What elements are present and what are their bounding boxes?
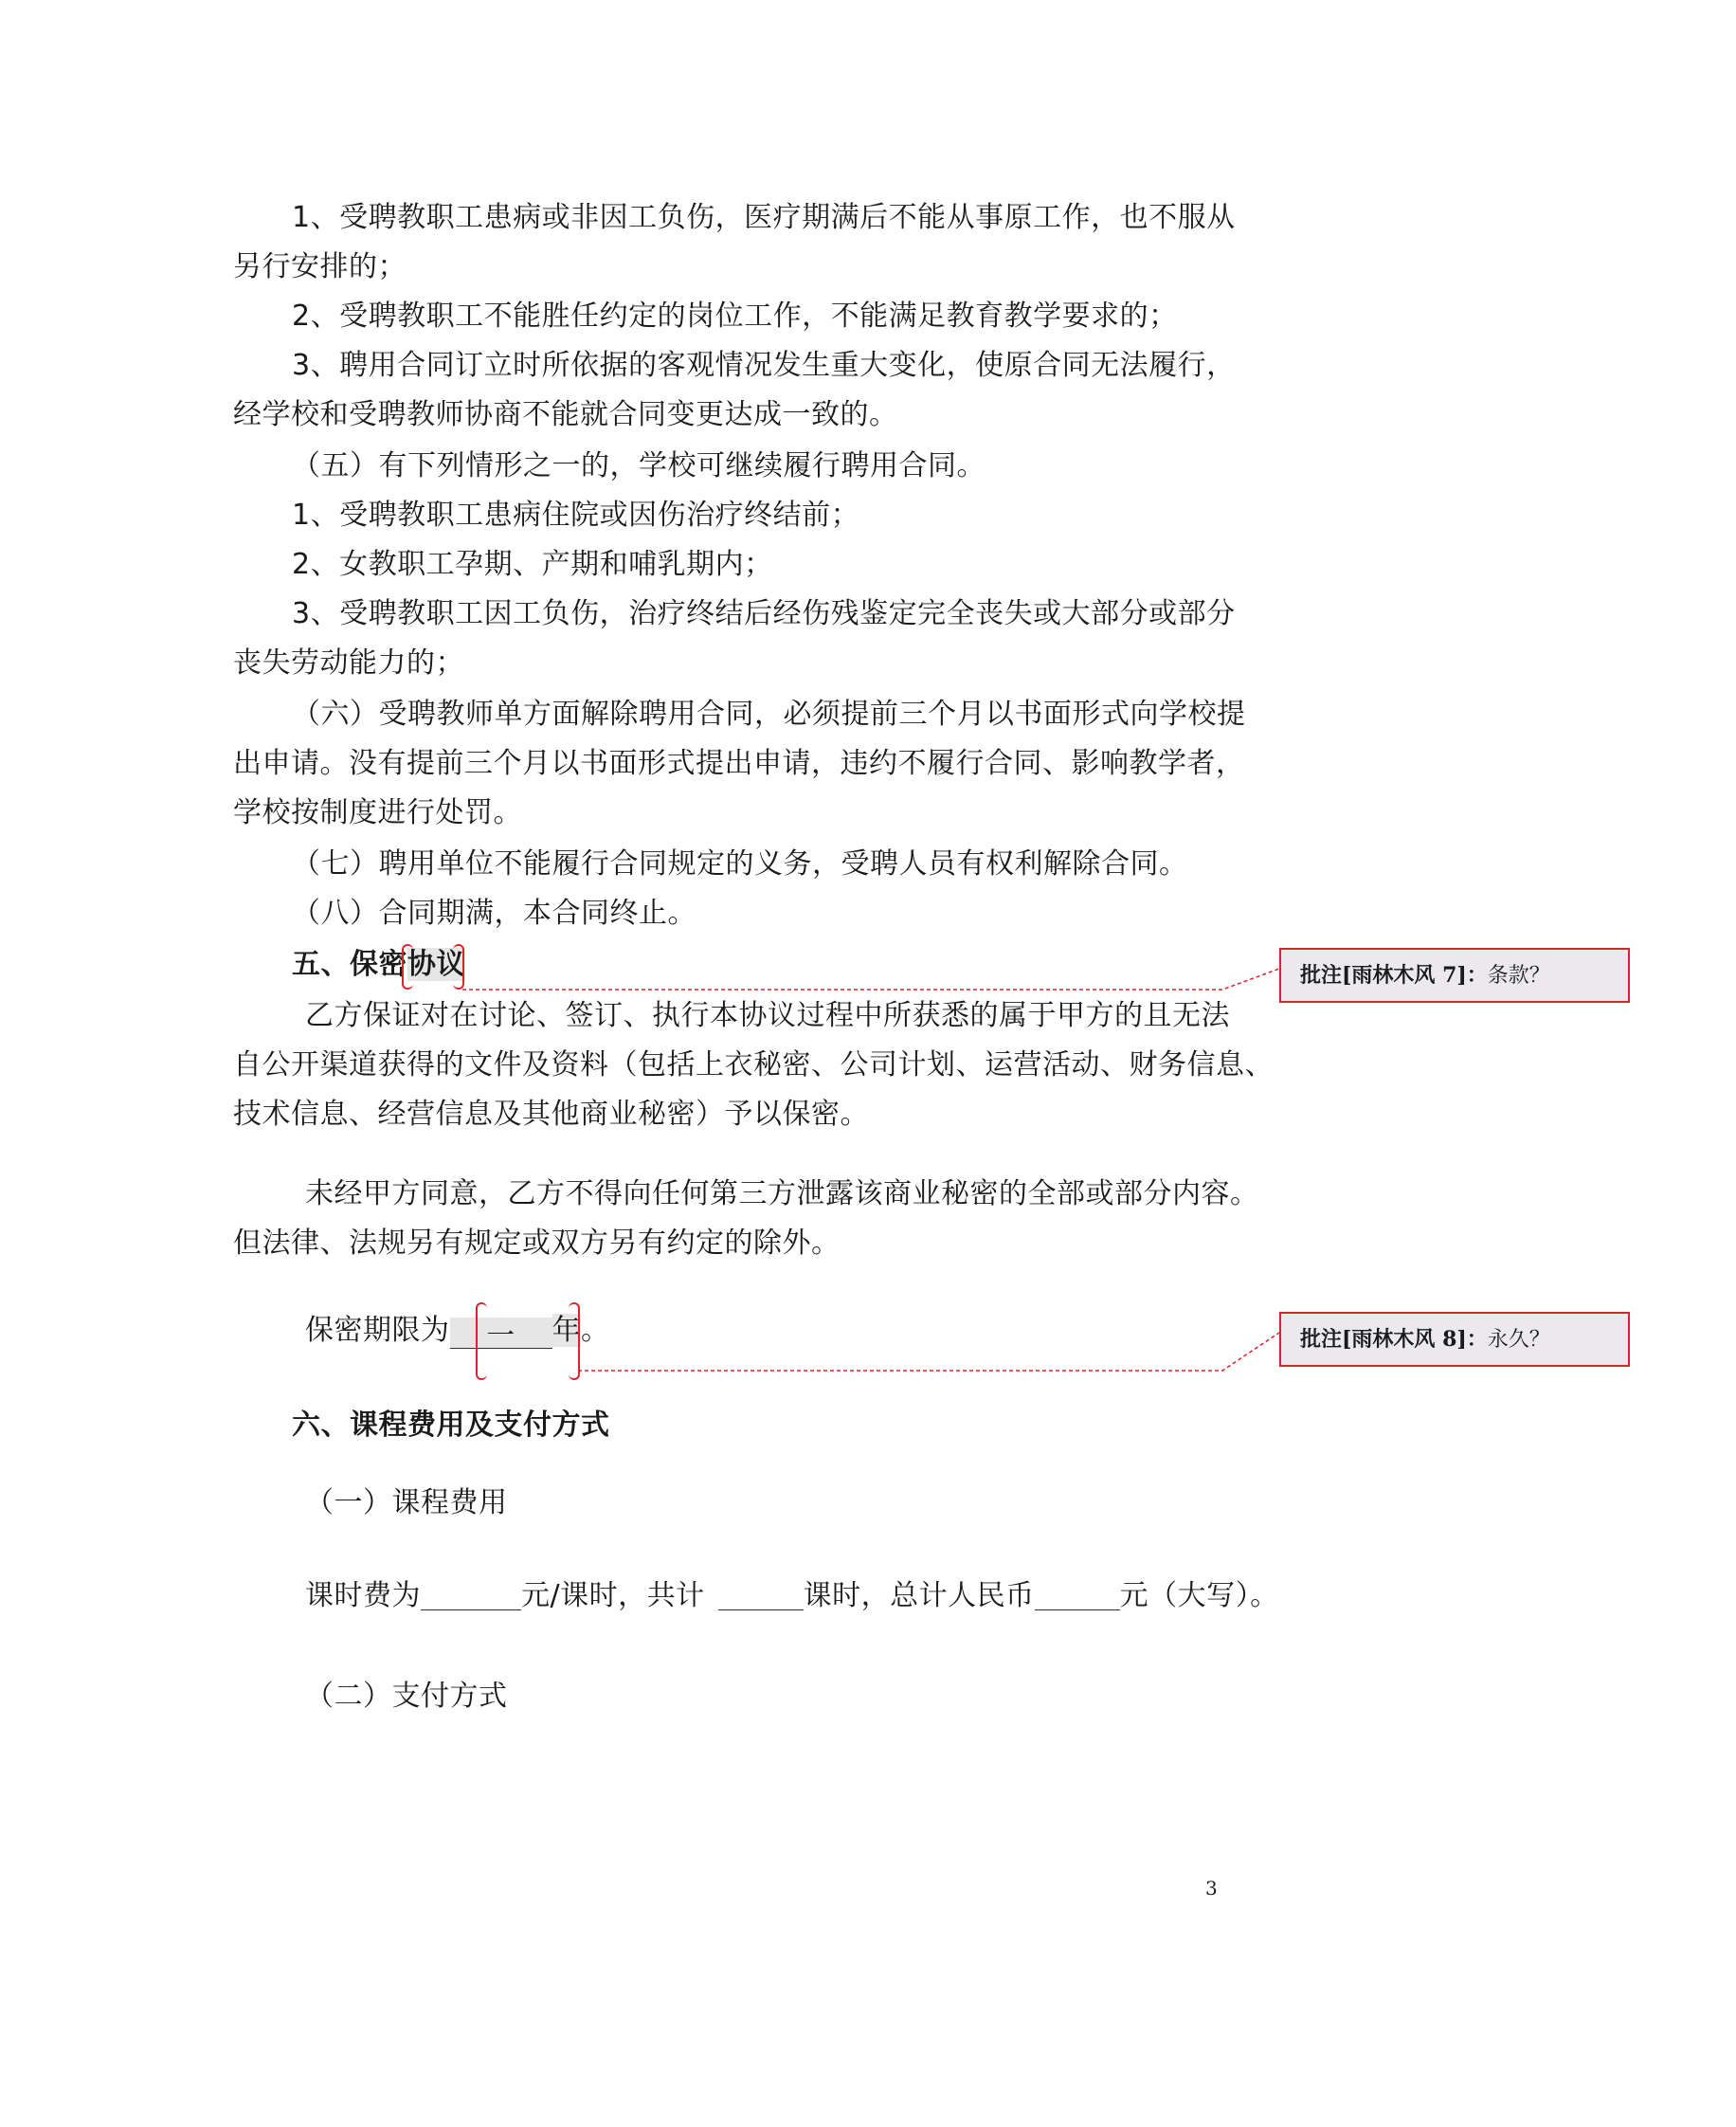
body-line: 出申请。没有提前三个月以书面形式提出申请，违约不履行合同、影响教学者， <box>233 747 1245 780</box>
body-line: （六）受聘教师单方面解除聘用合同，必须提前三个月以书面形式向学校提 <box>292 698 1246 731</box>
comment-label: 批注[雨林木风 7]： <box>1300 963 1488 988</box>
term-unit: 年 <box>552 1314 581 1347</box>
section6-sub2: （二）支付方式 <box>305 1680 508 1713</box>
body-line: 另行安排的； <box>233 250 407 283</box>
body-line: 自公开渠道获得的文件及资料（包括上衣秘密、公司计划、运营活动、财务信息、 <box>233 1048 1274 1082</box>
body-line: 3、聘用合同订立时所依据的客观情况发生重大变化，使原合同无法履行， <box>292 349 1236 382</box>
comment-anchor-8[interactable]: 一 <box>450 1318 552 1349</box>
comment-balloon-7[interactable] <box>1279 948 1630 1003</box>
page-number: 3 <box>1205 1877 1218 1900</box>
comment-connector-8 <box>578 1333 1279 1371</box>
body-line: 学校按制度进行处罚。 <box>233 796 522 829</box>
fee-prefix: 课时费为 <box>305 1579 421 1612</box>
body-line: 技术信息、经营信息及其他商业秘密）予以保密。 <box>233 1098 869 1131</box>
hours-unit: 课时，总计人民币 <box>803 1579 1035 1612</box>
comment-label: 批注[雨林木风 8]： <box>1300 1327 1488 1352</box>
body-line: 但法律、法规另有规定或双方另有约定的除外。 <box>233 1227 841 1260</box>
body-line: 未经甲方同意，乙方不得向任何第三方泄露该商业秘密的全部或部分内容。 <box>305 1177 1259 1210</box>
comment-text: 永久？ <box>1487 1328 1550 1352</box>
comment-text: 条款？ <box>1487 964 1550 988</box>
body-line: 1、受聘教职工患病或非因工负伤，医疗期满后不能从事原工作，也不服从 <box>292 201 1236 234</box>
body-line: 2、受聘教职工不能胜任约定的岗位工作，不能满足教育教学要求的； <box>292 300 1178 333</box>
comment-anchor-7[interactable]: 协议 <box>407 948 465 981</box>
body-line: 2、女教职工孕期、产期和哺乳期内； <box>292 548 773 581</box>
term-prefix: 保密期限为 <box>305 1314 450 1347</box>
body-line: 3、受聘教职工因工负伤，治疗终结后经伤残鉴定完全丧失或大部分或部分 <box>292 597 1236 630</box>
total-suffix: 元（大写）。 <box>1119 1579 1279 1612</box>
body-line: （七）聘用单位不能履行合同规定的义务，受聘人员有权利解除合同。 <box>292 847 1188 881</box>
section5-heading-prefix: 五、保密 <box>292 948 407 981</box>
body-line: （五）有下列情形之一的，学校可继续履行聘用合同。 <box>292 449 986 482</box>
comment-connector-7 <box>462 969 1279 990</box>
body-line: 1、受聘教职工患病住院或因伤治疗终结前； <box>292 499 860 532</box>
section6-heading: 六、课程费用及支付方式 <box>292 1409 610 1442</box>
body-line: （八）合同期满，本合同终止。 <box>292 897 696 930</box>
body-line: 丧失劳动能力的； <box>233 646 464 680</box>
body-line: 乙方保证对在讨论、签订、执行本协议过程中所获悉的属于甲方的且无法 <box>305 999 1230 1032</box>
fee-unit: 元/课时，共计 <box>521 1579 705 1612</box>
section6-sub1: （一）课程费用 <box>305 1486 508 1519</box>
comment-balloon-8[interactable] <box>1279 1312 1630 1367</box>
term-end: 。 <box>581 1314 610 1347</box>
body-line: 经学校和受聘教师协商不能就合同变更达成一致的。 <box>233 398 898 431</box>
